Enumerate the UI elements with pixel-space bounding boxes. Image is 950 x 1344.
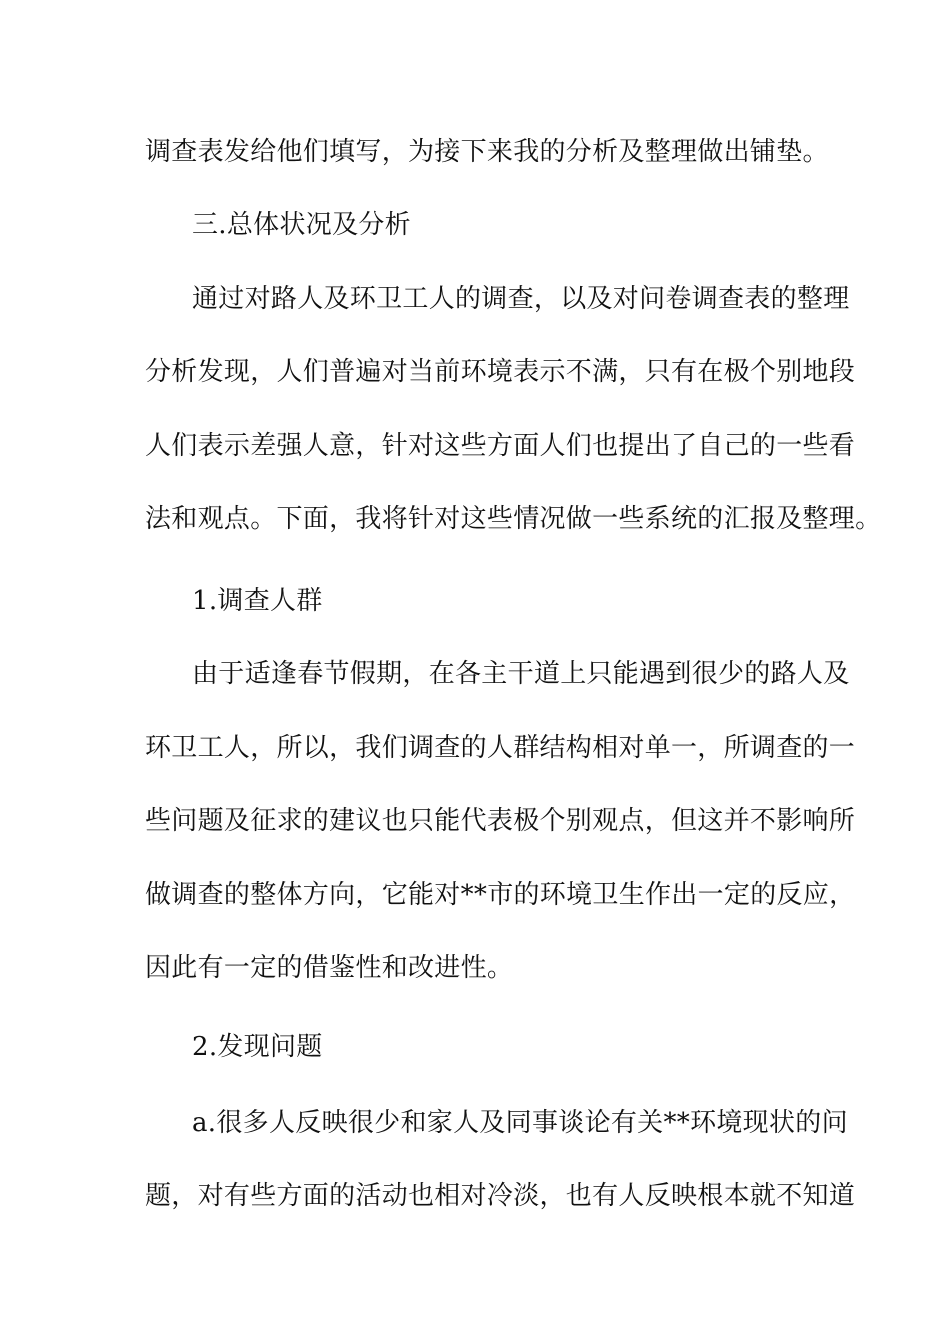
paragraph-line: 法和观点。下面，我将针对这些情况做一些系统的汇报及整理。 — [145, 504, 882, 534]
paragraph-line: a.很多人反映很少和家人及同事谈论有关**环境现状的问 — [192, 1108, 848, 1138]
paragraph-line: 因此有一定的借鉴性和改进性。 — [145, 953, 514, 983]
paragraph-line: 环卫工人，所以，我们调查的人群结构相对单一，所调查的一 — [145, 733, 856, 763]
paragraph-line: 通过对路人及环卫工人的调查，以及对问卷调查表的整理 — [192, 284, 850, 314]
paragraph-line: 做调查的整体方向，它能对**市的环境卫生作出一定的反应， — [145, 880, 856, 910]
paragraph-line: 分析发现，人们普遍对当前环境表示不满，只有在极个别地段 — [145, 357, 856, 387]
subsection-heading: 2.发现问题 — [192, 1032, 323, 1062]
subsection-heading: 1.调查人群 — [192, 586, 323, 616]
paragraph-line: 调查表发给他们填写，为接下来我的分析及整理做出铺垫。 — [145, 137, 829, 167]
paragraph-line: 题，对有些方面的活动也相对冷淡，也有人反映根本就不知道 — [145, 1181, 856, 1211]
paragraph-line: 人们表示差强人意，针对这些方面人们也提出了自己的一些看 — [145, 431, 856, 461]
paragraph-line: 些问题及征求的建议也只能代表极个别观点，但这并不影响所 — [145, 806, 856, 836]
section-heading: 三.总体状况及分析 — [192, 210, 411, 240]
paragraph-line: 由于适逢春节假期，在各主干道上只能遇到很少的路人及 — [192, 659, 850, 689]
